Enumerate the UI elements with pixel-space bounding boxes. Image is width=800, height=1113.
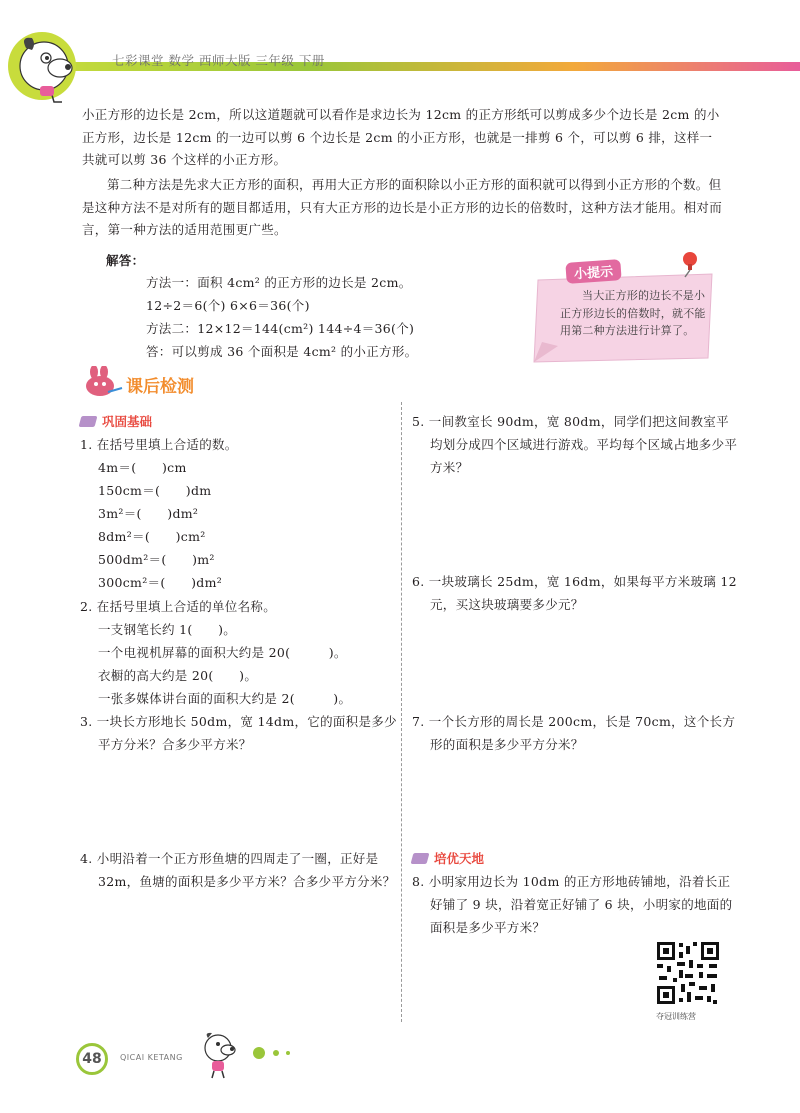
q2-item-2: 一个电视机屏幕的面积大约是 20( )。 (98, 645, 347, 660)
answer-method-1b: 12÷2＝6(个) 6×6＝36(个) (146, 298, 310, 313)
q7-text: 7. 一个长方形的周长是 200cm，长是 70cm，这个长方形的面积是多少平方分米？ (412, 714, 736, 752)
q1-item-5: 500dm²＝( )m² (98, 552, 215, 567)
intro-paragraph-1: 小正方形的边长是 2cm，所以这道题就可以看作是求边长为 12cm 的正方形纸可以剪成多少个边长是 2cm 的小正方形，边长是 12cm 的一边可以剪 6 个边长是 2cm 的小正方形，也就是一排剪 6 个，可以剪 6 排，这样一共就可以剪 36 个这样的小正方形。 (82, 107, 720, 167)
q4-text: 4. 小明沿着一个正方形鱼塘的四周走了一圈，正好是 32m，鱼塘的面积是多少平方米？合多少平方分米？ (80, 851, 396, 889)
q6-text: 6. 一块玻璃长 25dm，宽 16dm，如果每平方米玻璃 12 元，买这块玻璃要多少元？ (412, 574, 737, 612)
pushpin-icon (676, 250, 702, 278)
qr-code-icon (655, 940, 721, 1006)
q5-text: 5. 一间教室长 90dm，宽 80dm，同学们把这间教室平均划分成四个区域进行游戏。平均每个区域占地多少平方米？ (412, 414, 738, 475)
q1-item-1: 4m＝( )cm (98, 460, 187, 475)
column-divider (401, 402, 402, 1022)
footer-mascot-icon (196, 1030, 242, 1080)
tip-text: 当大正方形的边长不是小正方形边长的倍数时，就不能用第二种方法进行计算了。 (560, 289, 706, 337)
section-title: 课后检测 (126, 377, 194, 397)
sub-heading-book-icon (411, 853, 430, 864)
q1-title: 1. 在括号里填上合适的数。 (80, 437, 238, 452)
header-title: 七彩课堂 数学 西师大版 三年级 下册 (112, 53, 325, 68)
q8-text: 8. 小明家用边长为 10dm 的正方形地砖铺地，沿着长正好铺了 9 块，沿着宽正好铺了 6 块，小明家的地面的面积是多少平方米？ (412, 874, 733, 935)
sub-heading-book-icon (79, 416, 98, 427)
answer-method-2: 方法二：12×12＝144(cm²) 144÷4＝36(个) (146, 321, 415, 336)
answer-conclusion: 答：可以剪成 36 个面积是 4cm² 的小正方形。 (146, 344, 418, 359)
rabbit-mascot-icon (78, 366, 124, 398)
q1-item-6: 300cm²＝( )dm² (98, 575, 223, 590)
qr-caption: 夺冠训练营 (656, 1012, 696, 1021)
tip-title: 小提示 (565, 259, 621, 284)
q2-item-3: 衣橱的高大约是 20( )。 (98, 668, 258, 683)
sub-heading-basics: 巩固基础 (102, 414, 153, 429)
q2-item-4: 一张多媒体讲台面的面积大约是 2( )。 (98, 691, 352, 706)
q2-item-1: 一支钢笔长约 1( )。 (98, 622, 237, 637)
q1-item-3: 3m²＝( )dm² (98, 506, 199, 521)
footer-dots-icon (252, 1046, 302, 1060)
q1-item-4: 8dm²＝( )cm² (98, 529, 206, 544)
q1-item-2: 150cm＝( )dm (98, 483, 212, 498)
answer-method-1a: 方法一：面积 4cm² 的正方形的边长是 2cm。 (146, 275, 412, 290)
q2-title: 2. 在括号里填上合适的单位名称。 (80, 599, 277, 614)
page-number: 48 (76, 1043, 108, 1075)
q3-text: 3. 一块长方形地长 50dm，宽 14dm，它的面积是多少平方分米？合多少平方米？ (80, 714, 397, 752)
intro-paragraph-2: 第二种方法是先求大正方形的面积，再用大正方形的面积除以小正方形的面积就可以得到小正方形的个数。但是这种方法不是对所有的题目都适用，只有大正方形的边长是小正方形的边长的倍数时，这种方法才能用。相对而言，第一种方法的适用范围更广些。 (82, 177, 723, 237)
answer-label: 解答： (106, 253, 145, 268)
footer-brand: QICAI KETANG (120, 1053, 183, 1062)
mascot-logo-icon (2, 28, 98, 106)
sub-heading-advanced: 培优天地 (434, 851, 485, 866)
